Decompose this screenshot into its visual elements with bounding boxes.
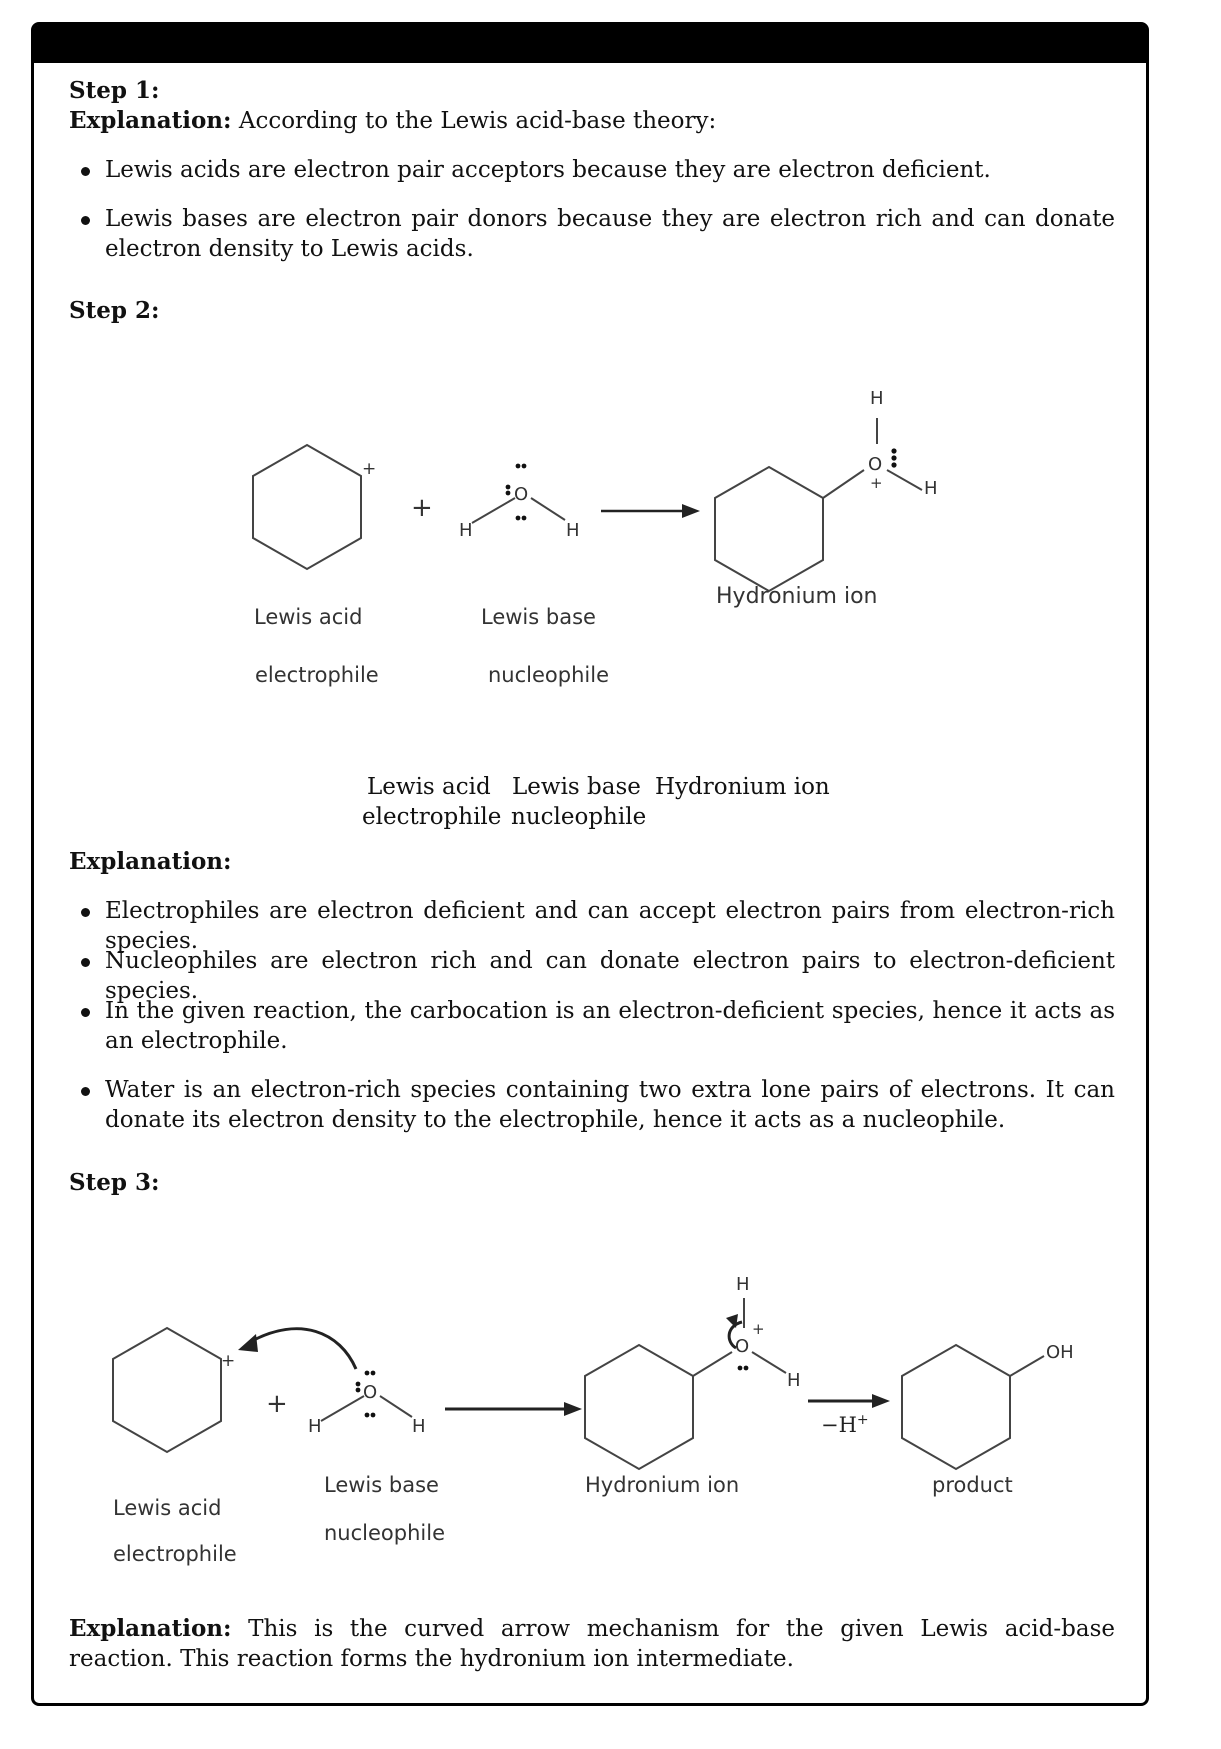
step3-explanation-label: Explanation: — [69, 1615, 232, 1642]
bullet-text: Lewis acids are electron pair acceptors because they are electron deficient. — [105, 157, 991, 183]
minus-h-label — [821, 1412, 869, 1437]
step2-reaction-diagram — [0, 370, 1221, 710]
oh-group: OH — [1046, 1342, 1074, 1363]
bullet-dot — [81, 167, 90, 176]
minus-h-charge: + — [856, 1412, 869, 1428]
label-lewis-acid: Lewis acid — [254, 605, 363, 629]
bullet-text: Electrophiles are electron deficient and can accept electron pairs from electron-rich species. — [105, 898, 1115, 954]
atom-h: H — [566, 520, 580, 541]
lone-pair-icon — [506, 485, 511, 496]
step3-explanation — [69, 1614, 1115, 1674]
bond-line — [321, 1396, 364, 1421]
bullet-text: Water is an electron-rich species containing two extra lone pairs of electrons. It can donate its electron density to the electrophile, hence it acts as a nucleophile. — [105, 1077, 1115, 1133]
caption-lewis-acid: Lewis acid — [367, 774, 491, 800]
bond-line — [380, 1396, 412, 1417]
label-lewis-acid: Lewis acid — [113, 1496, 222, 1520]
bullet-text: Lewis bases are electron pair donors because they are electron rich and can donate electron density to Lewis acids. — [105, 206, 1115, 262]
card-header-bar — [34, 25, 1146, 63]
arrowhead-icon — [682, 504, 700, 518]
bond-line — [1010, 1356, 1044, 1376]
bullet-dot — [81, 908, 90, 917]
cyclohexane-ring-icon — [902, 1345, 1010, 1469]
step1-title: Step 1: — [69, 77, 160, 104]
step3-explanation-text: This is the curved arrow mechanism for the given Lewis acid-base reaction. This reaction forms the hydronium ion intermediate. — [69, 1616, 1116, 1672]
curved-arrow-icon — [250, 1329, 356, 1369]
cyclohexane-ring-icon — [113, 1328, 221, 1452]
lone-pair-icon — [738, 1366, 749, 1371]
cation-charge: + — [221, 1351, 236, 1371]
arrowhead-icon — [872, 1394, 890, 1408]
bond-line — [693, 1352, 732, 1376]
label-nucleophile: nucleophile — [488, 663, 609, 687]
cation-charge: + — [362, 459, 377, 479]
caption-electrophile: electrophile — [362, 804, 502, 830]
atom-o: O — [735, 1336, 750, 1357]
cyclohexane-ring-icon — [585, 1345, 693, 1469]
step1-explanation-label: Explanation: — [69, 107, 232, 134]
lone-pair-icon — [365, 1371, 376, 1376]
bond-line — [472, 498, 515, 523]
atom-h: H — [787, 1370, 801, 1391]
lone-pair-icon — [516, 464, 527, 469]
step2-bullet-4 — [105, 1075, 1115, 1135]
oxonium-charge: + — [752, 1320, 765, 1338]
bullet-dot — [81, 958, 90, 967]
minus-h: −H — [821, 1413, 857, 1437]
label-electrophile: electrophile — [255, 663, 379, 687]
atom-h: H — [459, 520, 473, 541]
lone-pair-icon — [891, 448, 896, 467]
arrowhead-icon — [238, 1334, 258, 1352]
caption-nucleophile: nucleophile — [511, 804, 647, 830]
bullet-dot — [81, 216, 90, 225]
step3-mechanism-diagram — [0, 1270, 1221, 1590]
label-lewis-base: Lewis base — [481, 605, 596, 629]
lone-pair-icon — [365, 1413, 376, 1418]
step1-explanation-text: According to the Lewis acid-base theory: — [238, 108, 717, 134]
bond-line — [531, 498, 565, 520]
label-hydronium: Hydronium ion — [585, 1473, 740, 1497]
atom-o: O — [514, 484, 529, 505]
atom-o: O — [363, 1382, 378, 1403]
lone-pair-icon — [356, 1382, 361, 1393]
bond-line — [887, 470, 922, 490]
step2-explanation-label: Explanation: — [69, 848, 232, 875]
cyclohexane-ring-icon — [715, 467, 823, 591]
step1-explanation — [69, 106, 716, 136]
arrowhead-icon — [564, 1402, 582, 1416]
bullet-text: In the given reaction, the carbocation is an electron-deficient species, hence it acts as an electrophile. — [105, 998, 1115, 1054]
atom-h: H — [412, 1416, 426, 1437]
bullet-dot — [81, 1008, 90, 1017]
step2-bullet-3 — [105, 996, 1115, 1056]
cyclohexane-ring-icon — [253, 445, 361, 569]
label-lewis-base: Lewis base — [324, 1473, 439, 1497]
step3-title: Step 3: — [69, 1169, 160, 1196]
caption-hydronium: Hydronium ion — [655, 774, 830, 800]
label-electrophile: electrophile — [113, 1542, 237, 1566]
plus-sign: + — [411, 493, 433, 523]
bullet-dot — [81, 1087, 90, 1096]
atom-o: O — [868, 454, 883, 475]
step1-bullet-2 — [105, 204, 1115, 264]
step1-bullet-1 — [105, 155, 1115, 185]
step2-title: Step 2: — [69, 297, 160, 324]
plus-sign: + — [266, 1389, 288, 1419]
bond-line — [752, 1352, 786, 1373]
label-nucleophile: nucleophile — [324, 1521, 445, 1545]
label-hydronium: Hydronium ion — [716, 584, 878, 609]
atom-h: H — [308, 1416, 322, 1437]
lone-pair-icon — [516, 516, 527, 521]
oxonium-charge: + — [870, 474, 883, 492]
atom-h: H — [924, 478, 938, 499]
label-product: product — [932, 1473, 1013, 1497]
bullet-text: Nucleophiles are electron rich and can donate electron pairs to electron-deficient species. — [105, 948, 1115, 1004]
caption-lewis-base: Lewis base — [512, 774, 641, 800]
atom-h: H — [736, 1274, 750, 1295]
bond-line — [823, 470, 864, 498]
atom-h: H — [870, 388, 884, 409]
